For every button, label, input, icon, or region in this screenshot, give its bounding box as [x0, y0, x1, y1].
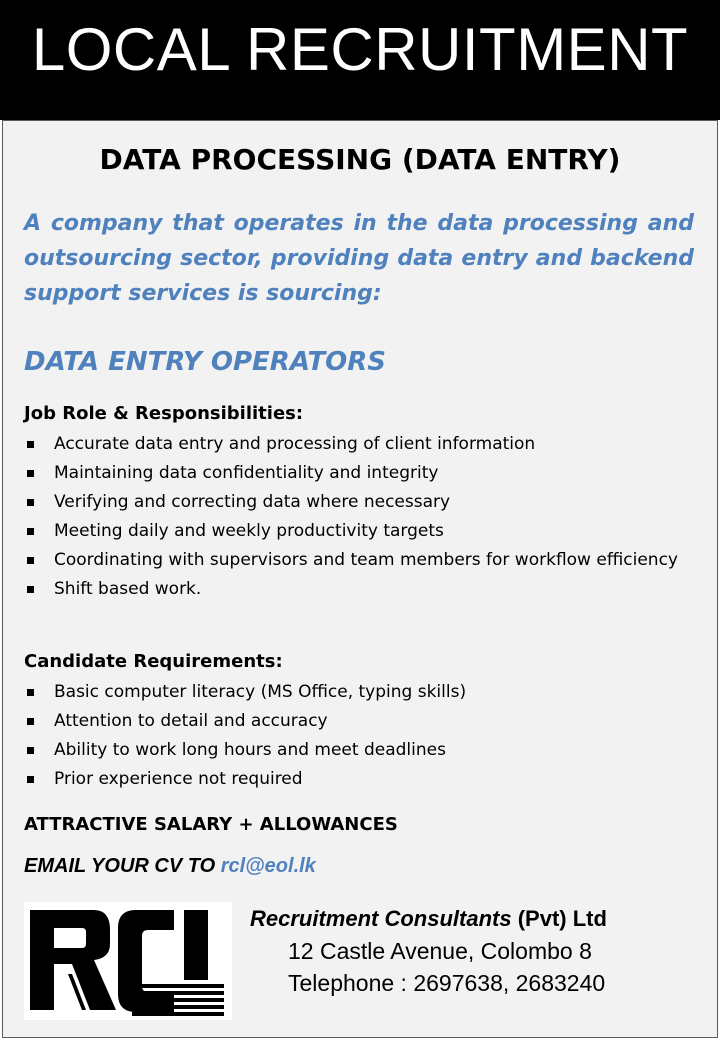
logo-letter-l-stem	[184, 910, 208, 980]
intro-line: support services is sourcing:	[24, 281, 382, 306]
list-item-text: Ability to work long hours and meet deadlines	[54, 740, 446, 760]
email-instruction	[24, 850, 316, 882]
bullet-icon	[27, 689, 34, 696]
company-name	[250, 902, 607, 936]
list-item-text: Coordinating with supervisors and team members for workflow efficiency	[54, 550, 678, 570]
list-item	[24, 430, 694, 459]
email-link[interactable]: rcl@eol.lk	[220, 855, 316, 877]
logo-stripe	[132, 998, 224, 1002]
list-item	[24, 575, 694, 604]
list-item-text: Maintaining data confidentiality and integrity	[54, 463, 439, 483]
bullet-icon	[27, 586, 34, 593]
list-item	[24, 678, 694, 707]
company-telephone: Telephone : 2697638, 2683240	[288, 970, 606, 996]
list-item	[24, 707, 694, 736]
company-name-main: Recruitment Consultants	[250, 906, 512, 931]
bullet-icon	[27, 470, 34, 477]
rcl-logo-icon	[24, 902, 232, 1020]
bullet-icon	[27, 441, 34, 448]
logo-letter-c	[118, 910, 174, 1012]
intro-line: A company that operates in the data processing and	[24, 211, 694, 236]
job-category-title: DATA PROCESSING (DATA ENTRY)	[99, 143, 621, 176]
responsibilities-heading: Job Role & Responsibilities:	[24, 403, 304, 424]
company-name-suffix: (Pvt) Ltd	[511, 906, 607, 931]
requirements-heading: Candidate Requirements:	[24, 651, 283, 672]
logo-stripe	[132, 984, 224, 988]
list-item	[24, 736, 694, 765]
list-item-text: Accurate data entry and processing of client information	[54, 434, 536, 454]
bullet-icon	[27, 528, 34, 535]
company-intro	[24, 206, 694, 311]
email-prefix-text: EMAIL YOUR CV TO	[24, 855, 221, 877]
banner-title: LOCAL RECRUITMENT	[31, 16, 689, 83]
list-item	[24, 765, 694, 794]
bullet-icon	[27, 776, 34, 783]
logo-stripe	[132, 1012, 224, 1016]
list-item	[24, 488, 694, 517]
logo-stripe	[132, 991, 224, 995]
list-item	[24, 459, 694, 488]
list-item-text: Prior experience not required	[54, 769, 303, 789]
position-title: DATA ENTRY OPERATORS	[24, 347, 387, 377]
requirements-list	[24, 678, 694, 794]
logo-letter-r	[30, 910, 116, 1010]
company-logo	[24, 902, 232, 1020]
bullet-icon	[27, 747, 34, 754]
logo-stripe	[132, 1005, 224, 1009]
company-address: 12 Castle Avenue, Colombo 8	[288, 938, 592, 964]
list-item-text: Shift based work.	[54, 579, 202, 599]
bullet-icon	[27, 499, 34, 506]
bullet-icon	[27, 557, 34, 564]
header-banner	[0, 0, 720, 120]
list-item-text: Meeting daily and weekly productivity targets	[54, 521, 444, 541]
list-item-text: Basic computer literacy (MS Office, typing skills)	[54, 682, 467, 702]
intro-line: outsourcing sector, providing data entry and backend	[24, 246, 694, 271]
bullet-icon	[27, 718, 34, 725]
list-item-text: Verifying and correcting data where necessary	[54, 492, 451, 512]
list-item	[24, 546, 694, 575]
list-item-text: Attention to detail and accuracy	[54, 711, 328, 731]
responsibilities-list	[24, 430, 694, 604]
list-item	[24, 517, 694, 546]
salary-offer: ATTRACTIVE SALARY + ALLOWANCES	[24, 814, 398, 835]
